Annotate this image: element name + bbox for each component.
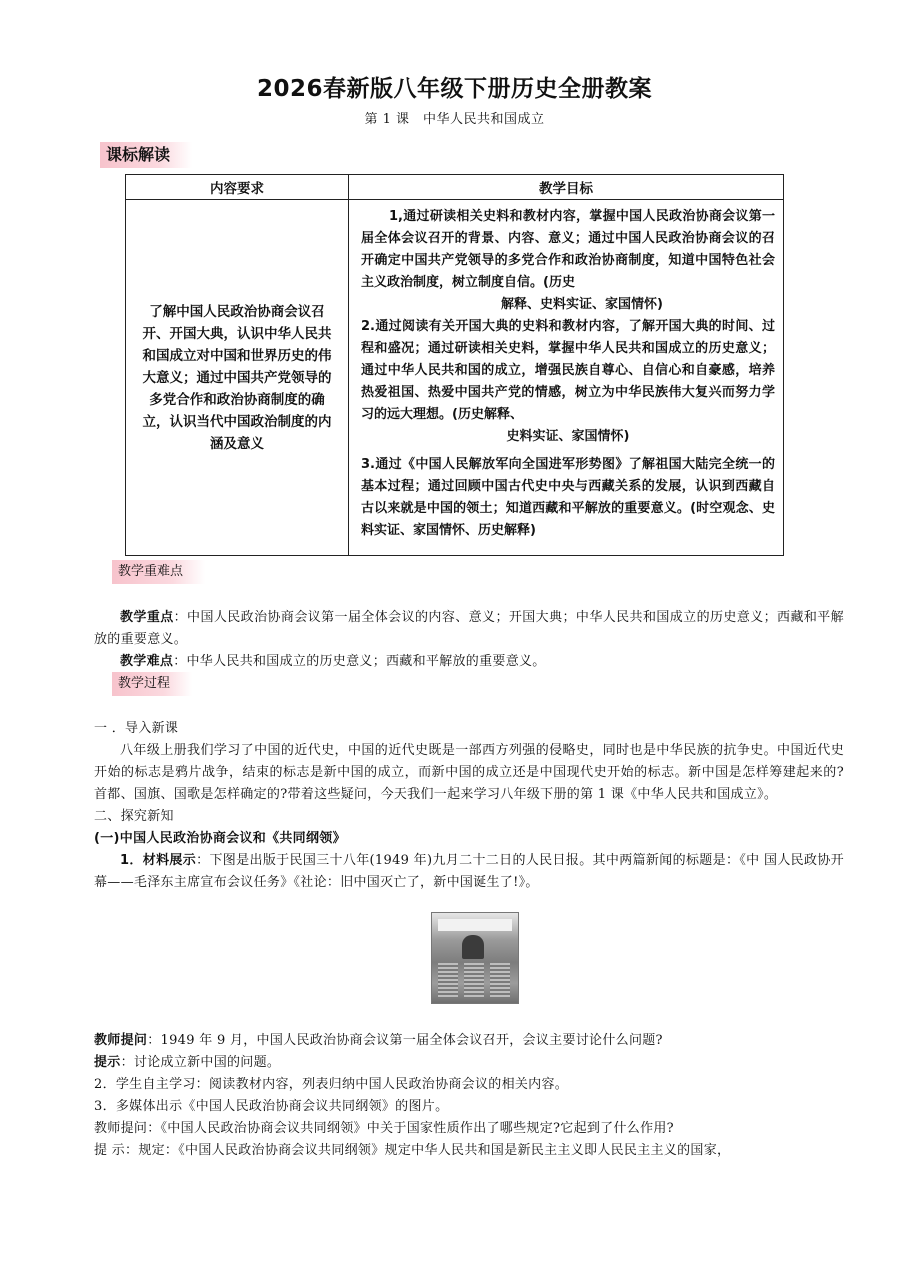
item3: 3．多媒体出示《中国人民政治协商会议共同纲领》的图片。: [94, 1099, 449, 1114]
sub1-heading: (一)中国人民政治协商会议和《共同纲领》: [94, 831, 346, 846]
goal-1-text: 1,通过研读相关史料和教材内容，掌握中国人民政治协商会议第一届全体会议召开的背景、内容、意义；通过中国人民政治协商会议的召开确定中国共产党领导的多党合作和政治协商制度，知道中国特色社会主义政治制度，树立制度自信。(历史: [361, 209, 775, 290]
item1: [94, 850, 844, 894]
document-title: 2026春新版八年级下册历史全册教案: [256, 76, 652, 102]
header-requirements: 内容要求: [126, 175, 349, 200]
key-difficulty: [94, 651, 844, 673]
item1-text: ：下图是出版于民国三十八年(1949 年)九月二十二日的人民日报。其中两篇新闻的标题是：《中 国人民政协开幕——毛泽东主席宣布会议任务》《社论：旧中国灭亡了，新中国诞生了!》。: [94, 853, 844, 890]
lesson-subtitle: 第 1 课 中华人民共和国成立: [364, 112, 545, 127]
hint-2: 提 示：规定：《中国人民政治协商会议共同纲领》规定中华人民共和国是新民主主义即人民民主主义的国家，: [94, 1143, 731, 1158]
key-focus: [94, 607, 844, 651]
question-2: 教师提问：《中国人民政治协商会议共同纲领》中关于国家性质作出了哪些规定?它起到了什么作用?: [94, 1121, 674, 1136]
part1-heading: 一 ．导入新课: [94, 721, 179, 736]
goal-2-tail: 史料实证、家国情怀): [506, 429, 630, 444]
newspaper-photo: [431, 912, 519, 1004]
goals-cell: [349, 200, 784, 556]
section-standards: 课标解读: [100, 142, 192, 168]
key-focus-text: ：中国人民政治协商会议第一届全体会议的内容、意义；开国大典；中华人民共和国成立的历史意义；西藏和平解放的重要意义。: [94, 610, 844, 647]
item1-label: 1．材料展示: [120, 853, 197, 868]
key-focus-label: 教学重点: [120, 610, 174, 625]
item2: 2．学生自主学习：阅读教材内容，列表归纳中国人民政治协商会议的相关内容。: [94, 1077, 569, 1092]
key-difficulty-label: 教学难点: [120, 654, 174, 669]
goal-2-text: 2.通过阅读有关开国大典的史料和教材内容，了解开国大典的时间、过程和盛况；通过研读相关史料，掌握中华人民共和国成立的历史意义；通过中华人民共和国的成立，增强民族自尊心、自信心和自豪感，培养热爱祖国、热爱中国共产党的情感，树立为中华民族伟大复兴而努力学习的远大理想。(历史解释、: [361, 319, 775, 422]
goal-3: 3.通过《中国人民解放军向全国进军形势图》了解祖国大陆完全统一的基本过程；通过回顾中国古代史中央与西藏关系的发展，认识到西藏自古以来就是中国的领土；知道西藏和平解放的重要意义。(时空观念、史料实证、家国情怀、历史解释): [361, 457, 775, 538]
requirement-cell: 了解中国人民政治协商会议召开、开国大典，认识中华人民共和国成立对中国和世界历史的伟大意义；通过中国共产党领导的多党合作和政治协商制度的确立，认识当代中国政治制度的内涵及意义: [126, 200, 349, 556]
question-1-label: 教师提问: [94, 1033, 148, 1048]
key-difficulty-text: ：中华人民共和国成立的历史意义；西藏和平解放的重要意义。: [173, 654, 546, 669]
hint-1-text: ：讨论成立新中国的问题。: [120, 1055, 281, 1070]
hint-1: [94, 1052, 844, 1074]
header-goals: 教学目标: [349, 175, 784, 200]
intro-paragraph: 八年级上册我们学习了中国的近代史，中国的近代史既是一部西方列强的侵略史，同时也是中华民族的抗争史。中国近代史开始的标志是鸦片战争，结束的标志是新中国的成立，而新中国的成立还是中国现代史开始的标志。新中国是怎样筹建起来的?首都、国旗、国歌是怎样确定的?带着这些疑问，今天我们一起来学习八年级下册的第 1 课《中华人民共和国成立》。: [94, 743, 844, 802]
goal-1: [361, 206, 775, 316]
question-1: [94, 1030, 844, 1052]
key-points-block: [94, 607, 844, 673]
goal-1-tail: 解释、史料实证、家国情怀): [501, 297, 663, 312]
part2-heading: 二、探究新知: [94, 809, 174, 824]
goal-2: [361, 316, 775, 448]
section-process: 教学过程: [112, 672, 192, 696]
hint-1-label: 提示: [94, 1055, 121, 1070]
process-block-bottom: [94, 1030, 844, 1162]
section-key-points: 教学重难点: [112, 560, 205, 584]
process-block-top: [94, 718, 844, 894]
standards-table: [125, 174, 784, 556]
question-1-text: ：1949 年 9 月，中国人民政治协商会议第一届全体会议召开，会议主要讨论什么问题?: [147, 1033, 663, 1048]
